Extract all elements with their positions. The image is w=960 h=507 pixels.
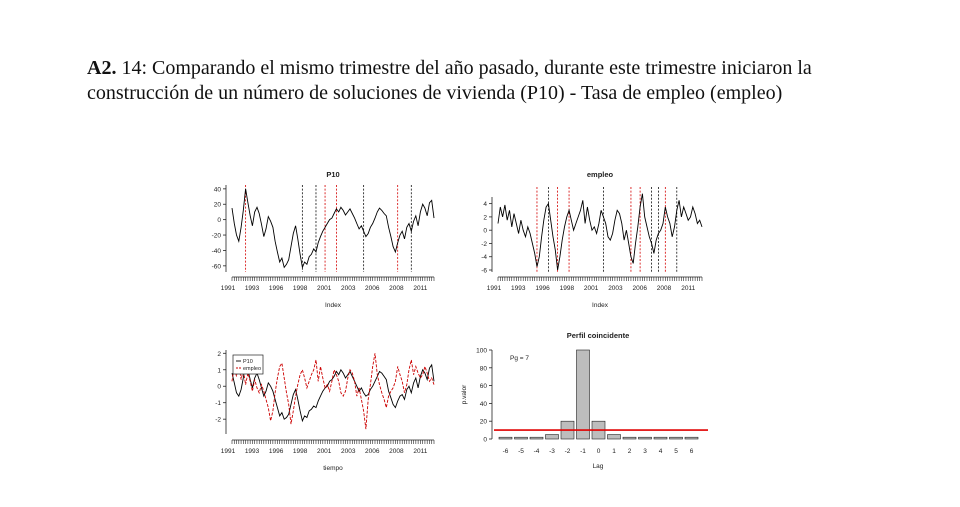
x-tick-label: -1 xyxy=(580,448,586,455)
x-tick-label: 0 xyxy=(596,448,601,455)
x-tick-label: 1991 xyxy=(486,285,502,292)
series-line xyxy=(232,189,434,268)
chart-title: Perfil coincidente xyxy=(566,331,630,340)
y-tick-label: -6 xyxy=(481,267,487,275)
x-tick-label: 1993 xyxy=(244,285,260,292)
bar xyxy=(499,437,512,439)
x-axis-label: Lag xyxy=(592,463,604,470)
y-tick-label: 80 xyxy=(479,365,487,373)
x-tick-label: 2008 xyxy=(656,285,672,292)
bar xyxy=(530,437,543,439)
y-tick-label: -4 xyxy=(481,254,487,262)
y-tick-label: -2 xyxy=(481,240,487,248)
y-tick-label: -40 xyxy=(211,247,221,255)
x-tick-label: -6 xyxy=(502,448,509,455)
x-tick-label: 2006 xyxy=(365,448,380,455)
x-tick-label: 1996 xyxy=(535,285,550,292)
y-tick-label: 0 xyxy=(217,217,221,225)
bar xyxy=(608,435,621,439)
y-tick-label: 4 xyxy=(483,201,487,209)
bar xyxy=(623,437,636,439)
x-tick-label: 2011 xyxy=(413,285,428,292)
x-axis-label: tiempo xyxy=(323,465,343,472)
x-tick-label: 2008 xyxy=(389,448,404,455)
y-tick-label: 0 xyxy=(483,436,487,444)
bar xyxy=(670,437,683,439)
y-tick-label: 40 xyxy=(213,186,221,194)
chart-title: P10 xyxy=(326,170,340,179)
x-tick-label: 1998 xyxy=(292,285,308,292)
x-tick-label: 2001 xyxy=(583,285,599,292)
x-tick-label: 1996 xyxy=(268,448,284,455)
legend-entry: empleo xyxy=(243,366,262,372)
section-text: 14: Comparando el mismo trimestre del año pasado, durante este trimestre iniciaron la construcción de un número de soluciones de vivienda (P10) - Tasa de empleo (empleo) xyxy=(87,57,812,104)
y-axis-label: p.valor xyxy=(461,384,468,405)
bar xyxy=(685,437,698,439)
annotation: Pg = 7 xyxy=(510,355,529,362)
x-tick-label: 5 xyxy=(674,448,678,455)
bar xyxy=(654,437,667,439)
x-tick-label: 4 xyxy=(658,448,663,455)
x-tick-label: 2001 xyxy=(316,285,332,292)
x-tick-label: 2006 xyxy=(365,285,380,292)
bar xyxy=(577,350,590,439)
x-tick-label: 1998 xyxy=(559,285,575,292)
y-tick-label: 20 xyxy=(479,418,487,426)
x-tick-label: -2 xyxy=(564,448,571,455)
legend-entry: P10 xyxy=(243,359,253,365)
x-tick-label: 2001 xyxy=(316,448,332,455)
y-tick-label: 1 xyxy=(217,367,221,375)
x-tick-label: 2003 xyxy=(341,448,356,455)
y-tick-label: -20 xyxy=(211,232,221,240)
x-tick-label: 3 xyxy=(643,448,647,455)
y-tick-label: -2 xyxy=(215,416,221,424)
x-tick-label: 1993 xyxy=(244,448,260,455)
x-tick-label: 2006 xyxy=(632,285,647,292)
x-tick-label: 1991 xyxy=(220,448,236,455)
x-tick-label: -5 xyxy=(518,448,524,455)
y-tick-label: 0 xyxy=(217,383,221,391)
y-tick-label: -1 xyxy=(215,400,221,408)
bar xyxy=(639,437,652,439)
x-tick-label: 1998 xyxy=(292,448,308,455)
x-tick-label: -3 xyxy=(549,448,555,455)
x-tick-label: 1 xyxy=(612,448,616,455)
x-axis-label: Index xyxy=(592,302,608,309)
x-axis-label: Index xyxy=(325,302,341,309)
y-tick-label: -60 xyxy=(211,263,221,271)
y-tick-label: 20 xyxy=(213,201,221,209)
y-tick-label: 2 xyxy=(483,214,487,222)
x-tick-label: 2011 xyxy=(681,285,696,292)
y-tick-label: 60 xyxy=(479,383,487,391)
x-tick-label: -4 xyxy=(533,448,540,455)
series-line xyxy=(498,194,702,270)
x-tick-label: 2003 xyxy=(608,285,623,292)
y-tick-label: 2 xyxy=(217,350,221,358)
y-tick-label: 40 xyxy=(479,400,487,408)
y-tick-label: 0 xyxy=(483,227,487,235)
bar xyxy=(546,435,559,439)
x-tick-label: 2008 xyxy=(389,285,404,292)
section-number: A2. xyxy=(87,57,117,79)
x-tick-label: 6 xyxy=(689,448,694,455)
y-tick-label: 100 xyxy=(476,347,487,355)
x-tick-label: 1991 xyxy=(220,285,236,292)
x-tick-label: 1993 xyxy=(511,285,526,292)
bar xyxy=(515,437,528,439)
chart-title: empleo xyxy=(586,170,614,179)
x-tick-label: 2 xyxy=(627,448,632,455)
x-tick-label: 2011 xyxy=(413,448,428,455)
x-tick-label: 1996 xyxy=(268,285,284,292)
x-tick-label: 2003 xyxy=(341,285,356,292)
